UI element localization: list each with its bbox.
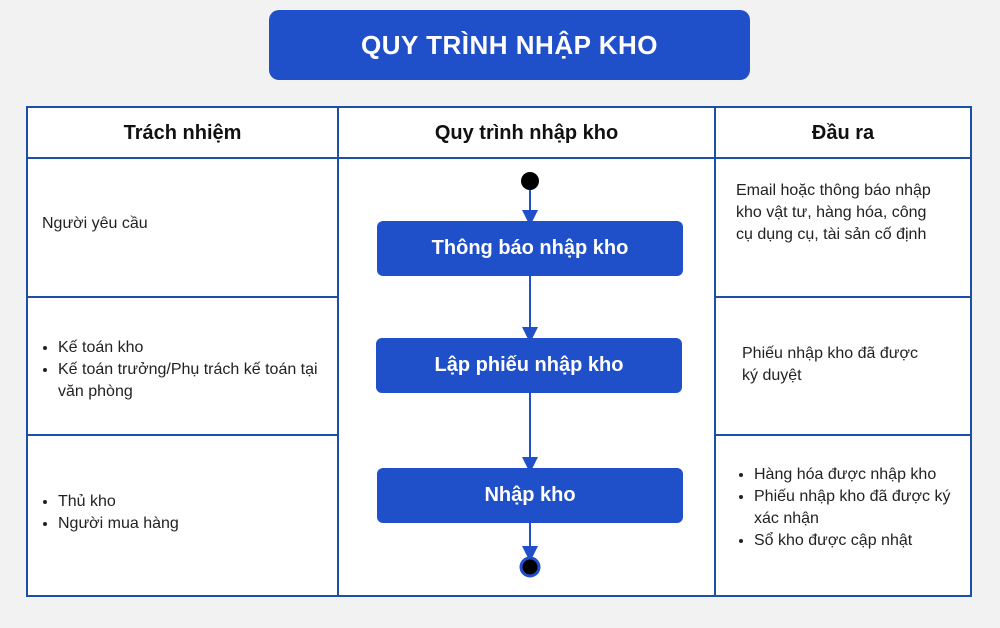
page-title: QUY TRÌNH NHẬP KHO <box>269 10 750 80</box>
header-responsibility: Trách nhiệm <box>123 121 242 144</box>
step-receive-goods: Nhập kho <box>377 468 683 523</box>
end-node <box>521 558 539 576</box>
list-item: • Sổ kho được cập nhật <box>754 530 961 552</box>
start-node <box>521 172 539 190</box>
list-item: • Thủ kho <box>58 491 330 513</box>
process-table <box>26 106 972 597</box>
responsibility-cell: Người yêu cầu <box>42 215 148 232</box>
list-item: • Người mua hàng <box>58 513 330 535</box>
list-item: • Kế toán trưởng/Phụ trách kế toán tại văn phòng <box>58 359 330 403</box>
list-item: • Phiếu nhập kho đã được ký xác nhận <box>754 486 961 530</box>
output-cell: Email hoặc thông báo nhập kho vật tư, hàng hóa, công cụ dụng cụ, tài sản cố định <box>736 182 931 243</box>
header-output: Đầu ra <box>811 121 875 144</box>
header-process: Quy trình nhập kho <box>434 121 619 144</box>
list-item: • Kế toán kho <box>58 337 330 359</box>
step-notify-receipt: Thông báo nhập kho <box>377 221 683 276</box>
list-item: • Hàng hóa được nhập kho <box>754 464 961 486</box>
step-create-receipt-slip: Lập phiếu nhập kho <box>376 338 682 393</box>
output-cell: Phiếu nhập kho đã được ký duyệt <box>742 345 918 384</box>
